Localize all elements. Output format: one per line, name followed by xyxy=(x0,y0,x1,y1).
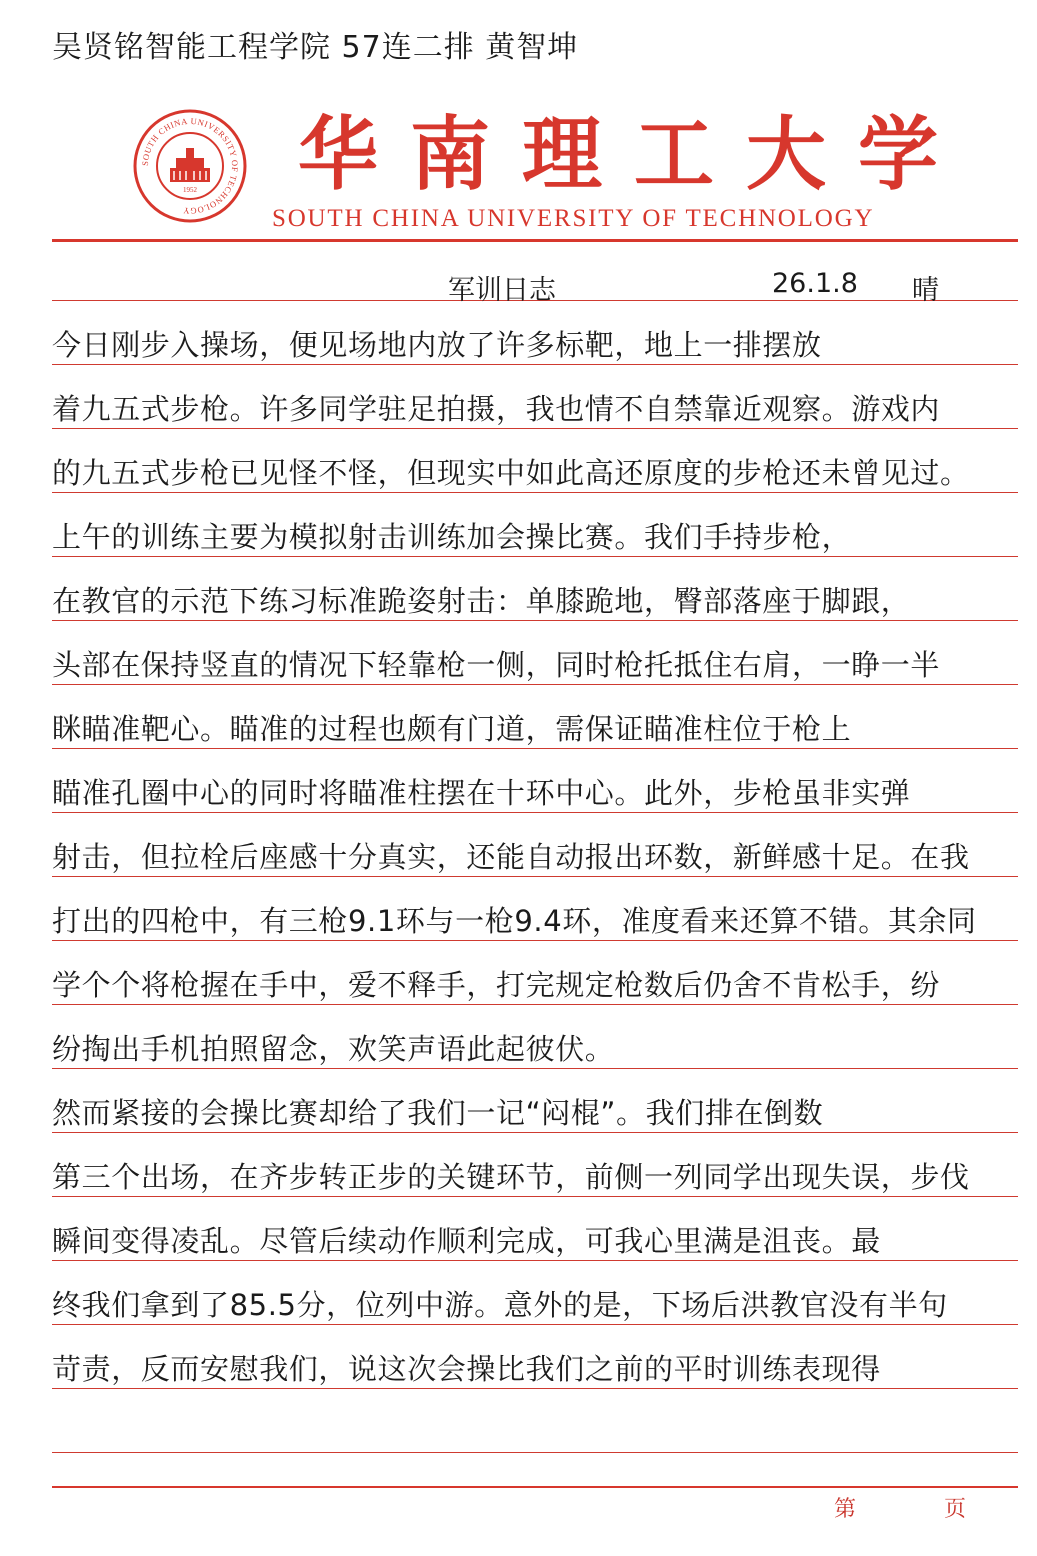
text-line: 纷掏出手机拍照留念，欢笑声语此起彼伏。 xyxy=(52,1032,615,1066)
text-line: 着九五式步枪。许多同学驻足拍摄，我也情不自禁靠近观察。游戏内 xyxy=(52,392,941,426)
page-number-label-di: 第 xyxy=(834,1497,857,1522)
entry-heading-row xyxy=(52,262,1018,306)
text-line: 在教官的示范下练习标准跪姿射击：单膝跪地，臀部落座于脚跟， xyxy=(52,584,911,618)
seal-year: 1952 xyxy=(183,186,197,194)
text-line: 然而紧接的会操比赛却给了我们一记“闷棍”。我们排在倒数 xyxy=(52,1096,824,1130)
seal-ring-text: SOUTH CHINA UNIVERSITY OF TECHNOLOGY xyxy=(139,115,241,217)
letterhead-divider xyxy=(52,239,1018,242)
text-line: 今日刚步入操场，便见场地内放了许多标靶，地上一排摆放 xyxy=(52,328,822,362)
text-line: 瞬间变得凌乱。尽管后续动作顺利完成，可我心里满是沮丧。最 xyxy=(52,1224,881,1258)
page-number-label-ye: 页 xyxy=(944,1497,967,1522)
university-seal-icon xyxy=(132,108,248,224)
entry-heading: 军训日志 xyxy=(448,275,556,306)
header-handwritten-note: 吴贤铭智能工程学院 57连二排 黄智坤 xyxy=(52,30,579,65)
text-line: 的九五式步枪已见怪不怪，但现实中如此高还原度的步枪还未曾见过。 xyxy=(52,456,970,490)
entry-weather: 晴 xyxy=(912,275,939,306)
text-line: 学个个将枪握在手中，爱不释手，打完规定枪数后仍舍不肯松手，纷 xyxy=(52,968,941,1002)
text-line: 头部在保持竖直的情况下轻靠枪一侧，同时枪托抵住右肩，一睁一半 xyxy=(52,648,941,682)
text-line: 射击，但拉栓后座感十分真实，还能自动报出环数，新鲜感十足。在我 xyxy=(52,840,970,874)
text-line: 苛责，反而安慰我们，说这次会操比我们之前的平时训练表现得 xyxy=(52,1352,881,1386)
university-name-en: SOUTH CHINA UNIVERSITY OF TECHNOLOGY xyxy=(272,205,875,232)
entry-date: 26.1.8 xyxy=(772,268,858,299)
text-line: 眯瞄准靶心。瞄准的过程也颇有门道，需保证瞄准柱位于枪上 xyxy=(52,712,852,746)
text-line: 第三个出场，在齐步转正步的关键环节，前侧一列同学出现失误，步伐 xyxy=(52,1160,970,1194)
text-line: 终我们拿到了85.5分，位列中游。意外的是，下场后洪教官没有半句 xyxy=(52,1288,948,1322)
text-line: 瞄准孔圈中心的同时将瞄准柱摆在十环中心。此外，步枪虽非实弹 xyxy=(52,776,911,810)
page-bottom-rule xyxy=(52,1486,1018,1488)
text-line: 上午的训练主要为模拟射击训练加会操比赛。我们手持步枪， xyxy=(52,520,852,554)
text-line: 打出的四枪中，有三枪9.1环与一枪9.4环，准度看来还算不错。其余同 xyxy=(52,904,977,938)
university-name-zh: 华南理工大学 xyxy=(298,107,970,201)
